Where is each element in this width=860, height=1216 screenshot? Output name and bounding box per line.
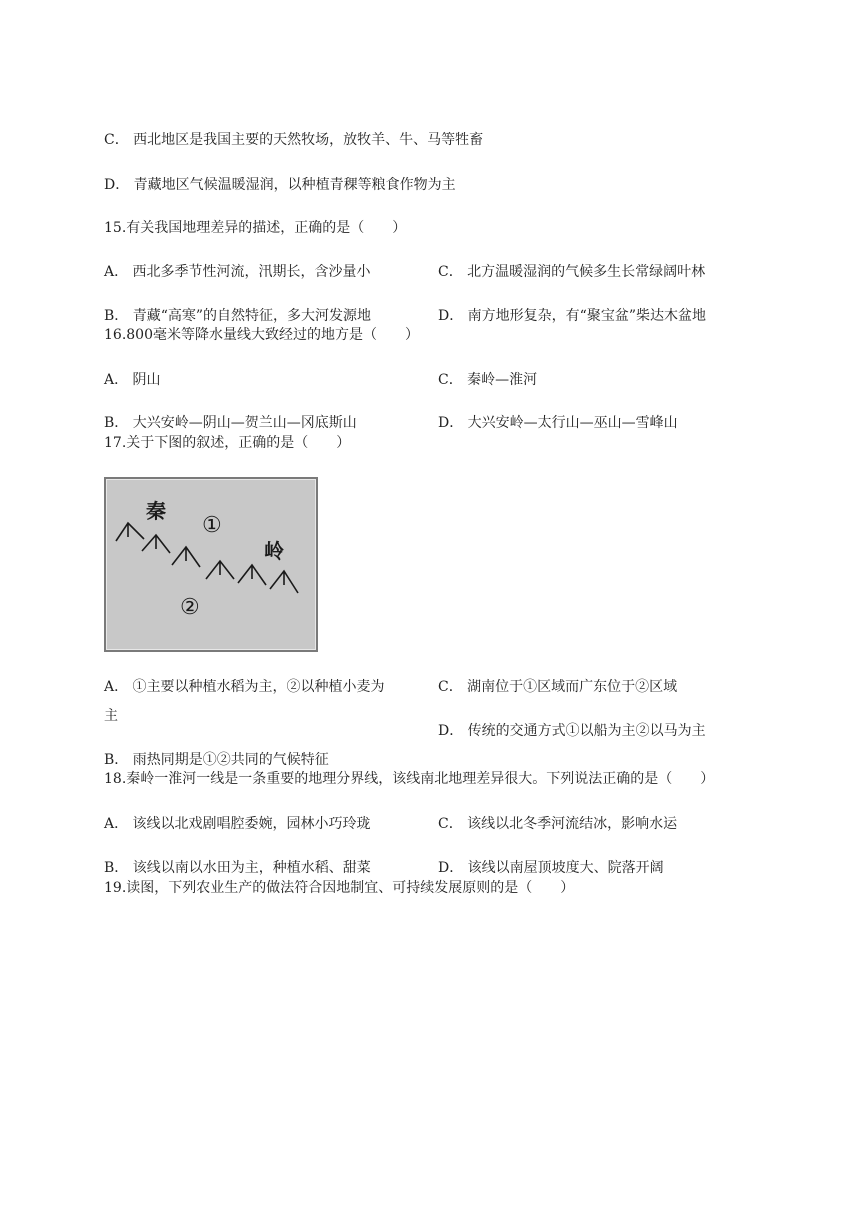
option-16b: B． 大兴安岭—阴山—贺兰山—冈底斯山 bbox=[104, 415, 357, 431]
option-17a-cont: 主 bbox=[104, 708, 118, 724]
option-17a: A． ①主要以种植水稻为主，②以种植小麦为 bbox=[104, 679, 385, 695]
option-14c: C． 西北地区是我国主要的天然牧场，放牧羊、牛、马等牲畜 bbox=[104, 132, 484, 148]
question-15: 15.有关我国地理差异的描述，正确的是（ ） bbox=[104, 220, 407, 236]
option-18d: D． 该线以南屋顶坡度大、院落开阔 bbox=[438, 860, 664, 876]
region-1-marker: ① bbox=[202, 513, 222, 538]
question-19: 19.读图，下列农业生产的做法符合因地制宜、可持续发展原则的是（ ） bbox=[104, 880, 575, 896]
region-2-marker: ② bbox=[180, 595, 200, 620]
option-18c: C． 该线以北冬季河流结冰，影响水运 bbox=[438, 816, 678, 832]
option-17d: D． 传统的交通方式①以船为主②以马为主 bbox=[438, 723, 706, 739]
option-17c: C． 湖南位于①区域而广东位于②区域 bbox=[438, 679, 678, 695]
qinling-figure bbox=[104, 477, 318, 652]
option-18a: A． 该线以北戏剧唱腔委婉，园林小巧玲珑 bbox=[104, 816, 371, 832]
question-18: 18.秦岭一淮河一线是一条重要的地理分界线，该线南北地理差异很大。下列说法正确的是（ ） bbox=[104, 771, 715, 787]
question-16: 16.800毫米等降水量线大致经过的地方是（ ） bbox=[104, 327, 419, 343]
option-16d: D． 大兴安岭—太行山—巫山—雪峰山 bbox=[438, 415, 678, 431]
figure-label-qin: 秦 bbox=[146, 499, 166, 523]
option-15b: B． 青藏“高寒”的自然特征，多大河发源地 bbox=[104, 308, 372, 324]
option-16a: A． 阴山 bbox=[104, 372, 161, 388]
mountain-icons bbox=[106, 479, 316, 650]
option-14d: D． 青藏地区气候温暖湿润，以种植青稞等粮食作物为主 bbox=[104, 177, 456, 193]
option-15a: A． 西北多季节性河流，汛期长，含沙量小 bbox=[104, 264, 371, 280]
question-17: 17.关于下图的叙述，正确的是（ ） bbox=[104, 435, 351, 451]
option-15c: C． 北方温暖湿润的气候多生长常绿阔叶林 bbox=[438, 264, 706, 280]
option-15d: D． 南方地形复杂，有“聚宝盆”柴达木盆地 bbox=[438, 308, 706, 324]
figure-label-ling: 岭 bbox=[264, 539, 284, 563]
option-17b: B． 雨热同期是①②共同的气候特征 bbox=[104, 752, 329, 768]
option-16c: C． 秦岭—淮河 bbox=[438, 372, 538, 388]
option-18b: B． 该线以南以水田为主，种植水稻、甜菜 bbox=[104, 860, 371, 876]
